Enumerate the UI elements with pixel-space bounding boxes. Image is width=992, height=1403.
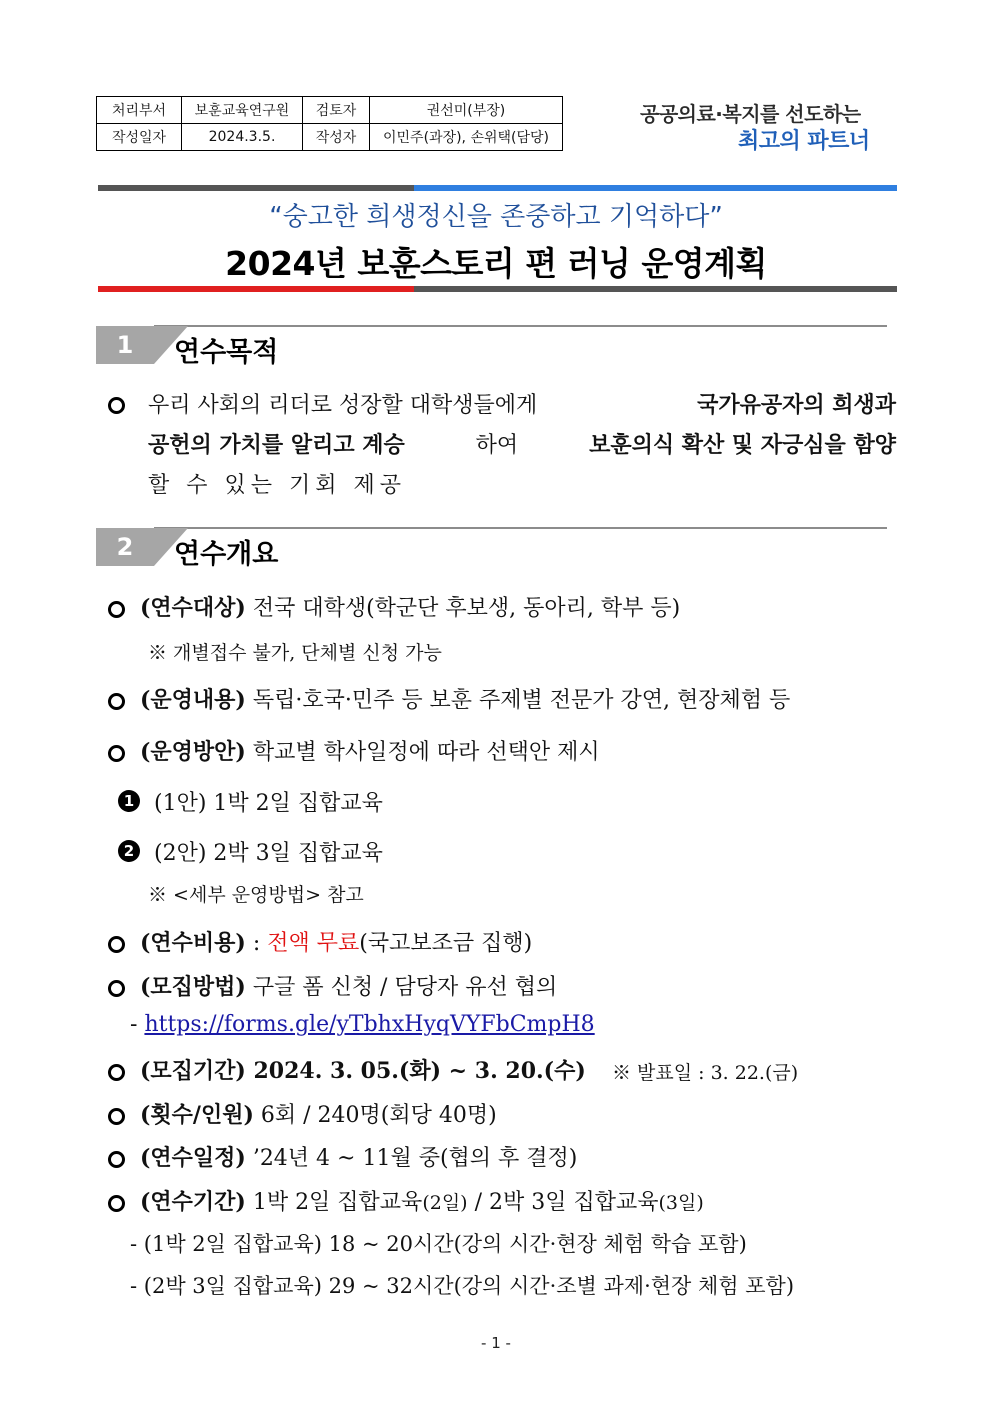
title-bottom-bar-dark [414,286,897,292]
purpose-line3: 할 수 있는 기회 제공 [148,473,406,498]
cost-text: (국고보조금 집행) [359,931,533,956]
bullet-circle-icon [108,397,125,414]
content-label: (운영내용) [140,687,246,713]
option2-text: (2안) 2박 3일 집합교육 [154,841,383,866]
period-text: 2024. 3. 05.(화) ~ 3. 20.(수) [245,1058,586,1084]
bullet-circle-icon [108,601,125,618]
section2-number: 2 [96,528,154,566]
title-top-bar-blue [414,185,897,191]
author-label: 작성자 [303,124,370,151]
period-label: (모집기간) [140,1058,246,1084]
schedule-line [140,1141,577,1172]
reviewer-label: 검토자 [303,97,370,124]
bullet-circle-icon [108,1195,125,1212]
section1-title: 연수목적 [174,337,279,368]
slogan-line1: 공공의료·복지를 선도하는 [640,102,861,126]
bullet-circle-icon [108,745,125,762]
duration-b-small: (3일) [658,1192,704,1214]
approval-table [96,96,563,151]
bullet-circle-icon [108,980,125,997]
purpose-text-c: 공헌의 가치를 알리고 계승 [148,432,405,458]
purpose-text-a: 우리 사회의 리더로 성장할 대학생들에게 [148,393,538,418]
duration-line [140,1185,704,1216]
count-label: (횟수/인원) [140,1102,254,1128]
period-line [140,1054,586,1085]
cost-line [140,926,532,957]
dept-value: 보훈교육연구원 [182,97,303,124]
date-label: 작성일자 [97,124,182,151]
target-label: (연수대상) [140,595,246,621]
schedule-text: ’24년 4 ~ 11월 중(협의 후 결정) [245,1146,578,1171]
option-note: ※ <세부 운영방법> 참고 [148,884,364,906]
cost-colon: : [245,931,268,956]
count-line [140,1098,497,1129]
recruit-label: (모집방법) [140,974,246,1000]
bullet-circle-icon [108,1064,125,1081]
method-line [140,735,600,766]
purpose-text-b: 국가유공자의 희생과 [697,392,896,418]
date-value: 2024.3.5. [182,124,303,151]
google-form-link[interactable]: https://forms.gle/yTbhxHyqVYFbCmpH8 [144,1012,595,1037]
duration-label: (연수기간) [140,1189,246,1215]
cost-free: 전액 무료 [267,931,360,956]
cost-label: (연수비용) [140,930,246,956]
recruit-dash: - [130,1012,145,1037]
bullet-circle-icon [108,936,125,953]
duration-detail1: - (1박 2일 집합교육) 18 ~ 20시간(강의 시간·현장 체험 학습 포함) [130,1232,747,1256]
method-text: 학교별 학사일정에 따라 선택안 제시 [245,740,600,765]
slogan-line2: 최고의 파트너 [738,129,870,154]
period-note: ※ 발표일 : 3. 22.(금) [612,1062,799,1084]
method-label: (운영방안) [140,739,246,765]
section2-title: 연수개요 [174,539,279,570]
duration-sep: / [467,1190,490,1215]
section1-number: 1 [96,326,154,364]
purpose-line2 [148,428,896,459]
bullet-circle-icon [108,1108,125,1125]
duration-a: 1박 2일 집합교육 [245,1190,423,1215]
schedule-label: (연수일정) [140,1145,246,1171]
duration-a-small: (2일) [422,1192,468,1214]
purpose-line1 [148,388,896,419]
duration-b: 2박 3일 집합교육 [489,1190,659,1215]
target-line [140,591,680,622]
dept-label: 처리부서 [97,97,182,124]
purpose-text-e: 보훈의식 확산 및 자긍심을 함양 [589,432,896,458]
recruit-line [140,970,557,1001]
number-two-icon: 2 [118,840,140,862]
recruit-text: 구글 폼 신청 / 담당자 유선 협의 [245,975,558,1000]
target-text: 전국 대학생(학군단 후보생, 동아리, 학부 등) [245,596,681,621]
duration-detail2: - (2박 3일 집합교육) 29 ~ 32시간(강의 시간·조별 과제·현장 체험 포함) [130,1274,795,1298]
reviewer-value: 권선미(부장) [370,97,563,124]
page-title: 2024년 보훈스토리 편 러닝 운영계획 [225,244,767,283]
content-text: 독립·호국·민주 등 보훈 주제별 전문가 강연, 현장체험 등 [245,688,791,713]
number-one-icon: 1 [118,790,140,812]
count-text: 6회 / 240명(회당 40명) [253,1103,497,1128]
page-number: - 1 - [481,1334,511,1352]
bullet-circle-icon [108,693,125,710]
option1-text: (1안) 1박 2일 집합교육 [154,791,383,816]
author-value: 이민주(과장), 손위택(담당) [370,124,563,151]
title-top-bar-dark [98,185,414,191]
title-subtitle: “숭고한 희생정신을 존중하고 기억하다” [269,202,723,232]
content-line [140,683,790,714]
recruit-link-line [130,1012,595,1037]
title-bottom-bar-red [98,286,414,292]
section2-rule [154,527,887,529]
target-note: ※ 개별접수 불가, 단체별 신청 가능 [148,642,442,664]
section1-rule [154,325,887,327]
purpose-text-d: 하여 [475,433,519,458]
bullet-circle-icon [108,1151,125,1168]
